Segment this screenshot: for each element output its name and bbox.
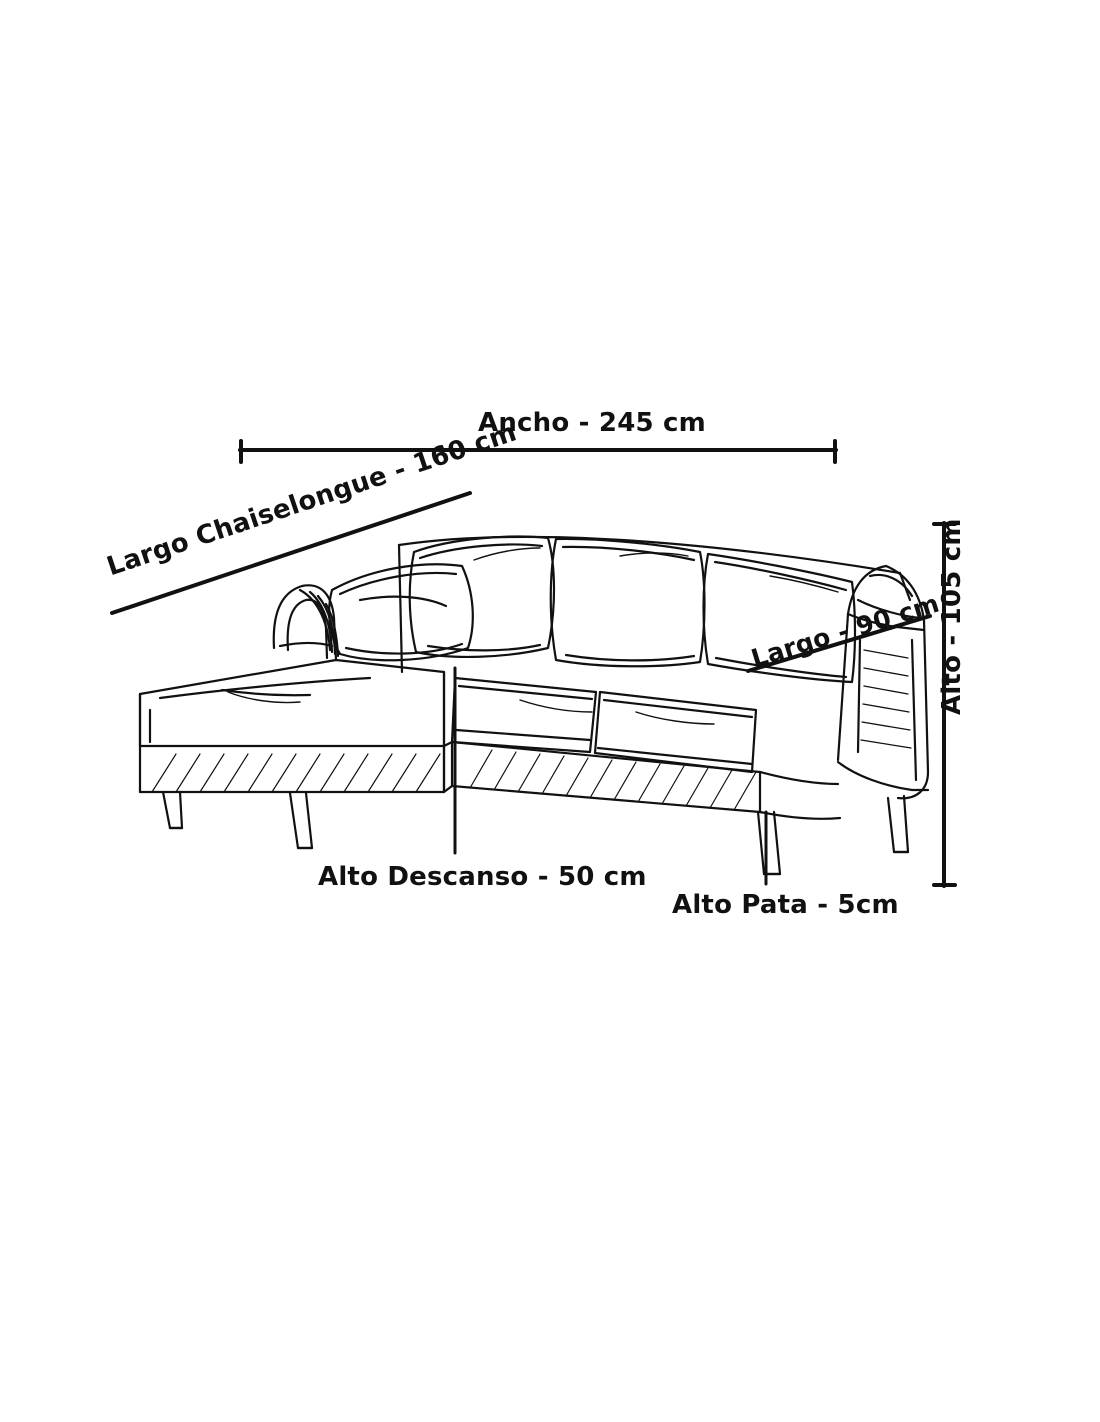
sofa-detail-marks bbox=[228, 548, 838, 724]
dimension-label-alto-descanso: Alto Descanso - 50 cm bbox=[318, 862, 647, 892]
leg-right bbox=[888, 796, 908, 852]
right-arm-hatching bbox=[861, 650, 911, 748]
chaiselongue-arm bbox=[274, 585, 338, 660]
dimension-label-alto: Alto - 105 cm bbox=[937, 518, 967, 715]
leg-front-right-chaise bbox=[290, 793, 312, 848]
back-cushion-1 bbox=[410, 537, 554, 657]
leg-front-left bbox=[163, 792, 182, 828]
seat-cushion-right-2 bbox=[595, 692, 756, 772]
seat-cushion-right-1 bbox=[452, 678, 596, 752]
dimension-label-alto-pata: Alto Pata - 5cm bbox=[672, 890, 899, 920]
sofa-backrest-frame bbox=[399, 537, 910, 672]
dimension-label-ancho: Ancho - 245 cm bbox=[478, 408, 706, 438]
dimension-line-ancho bbox=[240, 441, 836, 462]
dimension-label-largo-chaiselongue: Largo Chaiselongue - 160 cm bbox=[103, 417, 521, 583]
base-hatching-chaiselongue bbox=[152, 754, 440, 792]
leg-center bbox=[758, 812, 780, 874]
back-cushion-2 bbox=[551, 539, 705, 666]
dimension-label-largo: Largo - 90 cm bbox=[747, 588, 943, 674]
